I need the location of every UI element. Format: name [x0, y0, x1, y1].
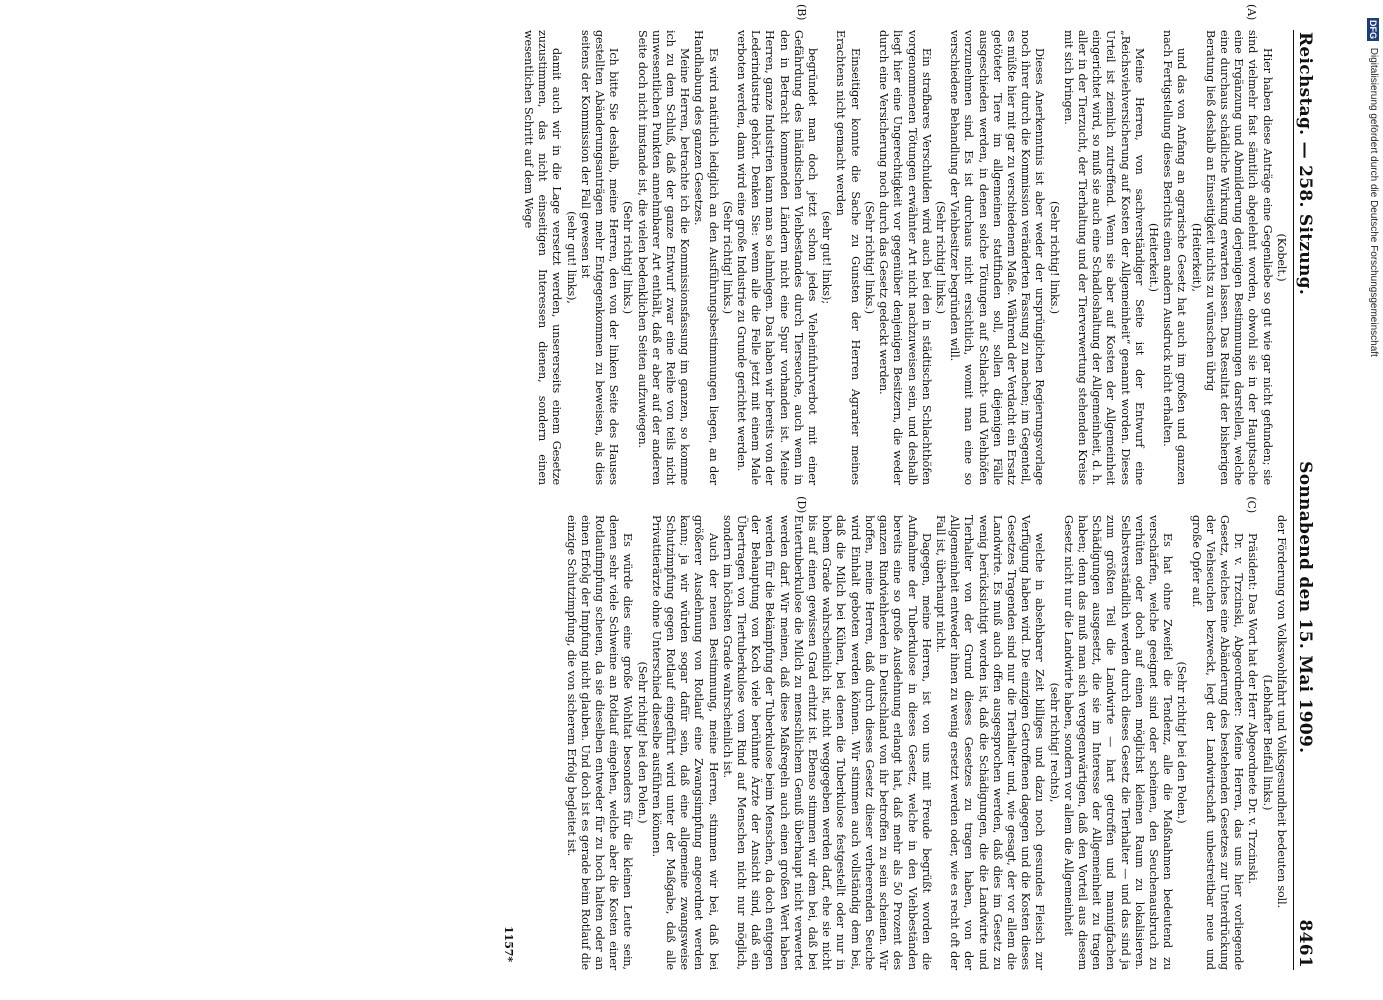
interjection: (Sehr richtig! links.) — [621, 200, 635, 315]
interjection: (Sehr richtig! links.) — [862, 200, 876, 315]
margin-mark-b: (B) — [794, 4, 808, 21]
interjection: (Heiterkeit.) — [1146, 223, 1160, 292]
interjection: (Sehr richtig! bei den Polen.) — [635, 661, 649, 824]
paragraph: Einseitiger konnte die Sache zu Gunsten der Herren Agrarier meines Erachtens nicht gemacht werden — [834, 30, 862, 485]
paragraph: welche in absehbarer Zeit billiges und dazu noch gesundes Fleisch zur Verfügung haben wird. Die einzigen Getroffenen dagegen und die Kosten dieses Gesetzes Tragenden sind nur die Tierhalter und, wie gesagt, der vor allem die Landwirte. Es muß auch offen ausgesprochen werden, daß dies im Gesetz zu wenig berücksichtigt worden ist, daß die Schädigungen, die die Landwirte und Tierhalter von der Grund dieses Gesetzes zu tragen haben, von der Allgemeinheit entweder ihnen zu wenig ersetzt werden oder, wie es recht oft der Fall ist, überhaupt nicht. — [933, 515, 1047, 970]
text-columns — [521, 4, 1288, 970]
header-session: Reichstag. — 258. Sitzung. — [1295, 32, 1315, 296]
paragraph: Auch der neuen Bestimmung, meine Herren, stimmen wir bei, daß bei größerer Ausdehnung von Rotlauf eine Zwangsimpfung angeordnet werden kann; ja wir würden sogar dafür sein, daß eine allgemeine zwangsweise Schutzimpfung gegen Rotlauf eingeführt wird unter der Maßgabe, daß alle Privattierärzte ohne Unterschied dieselbe ausführen können. — [649, 515, 720, 970]
margin-mark-c: (C) — [1244, 496, 1258, 514]
header-date: Sonnabend den 15. Mai 1909. — [1295, 461, 1315, 754]
left-column — [521, 30, 1288, 485]
interjection: (Sehr richtig! bei den Polen.) — [1175, 661, 1189, 824]
paragraph: Dr. v. Trzcinski, Abgeordneter: Meine Herren, das uns hier vorliegende Gesetz, welches eine Abänderung des bestehenden Gesetzes zur Unterdrückung der Viehseuchen bezweckt, legt der Landwirtschaft unbestreitbar neue und große Opfer auf. — [1189, 515, 1246, 970]
paragraph: Meine Herren, von sachverständiger Seite ist der Entwurf eine „Reichsviehversicherung auf Kosten der Allgemeinheit“ genannt worden. Dieses Urteil ist ziemlich zutreffend. Wenn sie aber auf Kosten der Allgemeinheit eingerichtet wird, so muß sie auch eine Schadloshaltung der Allgemeinheit, d. h. aller in der Tierzucht, der Tierhaltung und der Tierverwertung stehenden Kreise mit sich bringen. — [1061, 30, 1146, 485]
paragraph: Es würde dies eine große Wohltat besonders für die kleinen Leute sein, denen sehr viele Schweine an Rotlauf eingehen, welche aber die Kosten einer Rotlaufimpfung scheuen, da sie dieselben entweder für zu hoch halten oder an einen Erfolg der Impfung nicht glauben. Und doch ist es gerade beim Rotlauf die einzige Schutzimpfung, die von sicherem Erfolg begleitet ist. — [564, 515, 635, 970]
page-header — [1294, 30, 1315, 970]
paragraph: der Förderung von Volkswohlfahrt und Volksgesundheit bedeuten soll. — [1274, 515, 1288, 909]
document-page — [40, 0, 1340, 1000]
interjection: (Kobelt.) — [1274, 233, 1288, 282]
paragraph: Ich bitte Sie deshalb, meine Herren, den von der linken Seite des Hauses gestellten Abänderungsanträgen mehr Entgegenkommen zu beweisen, als dies seitens der Kommission der Fall gewesen ist — [578, 30, 621, 485]
header-rule — [1293, 30, 1294, 970]
paragraph: Hier haben diese Anträge eine Gegenliebe so gut wie gar nicht gefunden; sie sind vielmehr fast sämtlich abgelehnt worden, obwohl sie in der Hauptsache eine Ergänzung und Abmilderung derjenigen Bestimmungen darstellen, welche eine durchaus schädliche Wirkung erwarten lassen. Das Resultat der bisherigen Beratung ließ deshalb an Einseitigkeit nichts zu wünschen übrig — [1203, 30, 1274, 485]
header-page-number: 8461 — [1295, 919, 1315, 968]
paragraph: begründet man doch jetzt schon jedes Vieheinfuhrverbot mit einer Gefährdung des inländischen Viehbestandes durch Tierseuche, auch wenn in den in Betracht kommenden Ländern nicht eine Spur vorhanden ist. Meine Herren, ganze Industrien kann man so lahmlegen. Das haben wir bereits von der Lederindustrie gehört. Denken Sie: wenn alle die Felle jetzt mit einem Male verboten werden, dann wird eine große Industrie zu Grunde gerichtet werden. — [735, 30, 820, 485]
right-column — [521, 515, 1288, 970]
paragraph: Präsident: Das Wort hat der Herr Abgeordnete Dr. v. Trzcinski. — [1246, 533, 1260, 885]
interjection: (Sehr richtig! links.) — [720, 200, 734, 315]
footer-signature: 1157* — [501, 926, 515, 962]
interjection: (Heiterkeit), — [1189, 223, 1203, 292]
paragraph: Dieses Anerkenntnis ist aber weder der ursprünglichen Regierungsvorlage noch ihrer durch die Kommission veränderten Fassung zu machen; im Gegenteil, es müßte hier mit gar zu verschiedenem Maße. Während der Verdacht ein Ersatz getöteter Tiere im allgemeinen stattfinden soll, sollen diejenigen Fälle ausgeschieden werden, in denen solche Tötungen auf Schlacht- und Viehhöfen vorzunehmen sind. Es ist durchaus nicht ersichtlich, womit man eine so verschiedene Behandlung der Viehbesitzer begründen will. — [948, 30, 1047, 485]
paragraph: Dagegen, meine Herren, ist von uns mit Freude begrüßt worden die Aufnahme der Tuberkulose in dieses Gesetz, welche in den Viehbeständen bereits eine so große Ausdehnung erlangt hat, daß mehr als 50 Prozent des ganzen Rindviehherden in Deutschland von ihr betroffen zu sein scheinen. Wir hoffen, meine Herren, daß durch dieses Gesetz dieser verheerenden Seuche wird Einhalt geboten werden können. Wir stimmen auch vollständig dem bei, daß die Milch bei Kühen, bei denen die Tuberkulose festgestellt oder nur in hohem Grade wahrscheinlich ist, nicht weggegeben werden darf, ehe sie nicht bis auf einen gewissen Grad erhitzt ist. Ebenso stimmen wir dem bei, daß bei Eutertuberkulose die Milch zu menschlichem Genuß überhaupt nicht verwertet werden darf. Wir meinen, daß diese Maßregeln auch einen großen Wert haben werden für die Bekämpfung der Tuberkulose beim Menschen, da doch entgegen der Behauptung von Koch viele berühmte Ärzte der Ansicht sind, daß ein Übertragen von Tiertuberkulose vom Rind auf Menschen nicht nur möglich, sondern im höchsten Grade wahrscheinlich ist. — [720, 515, 933, 970]
dfg-logo: DFG — [1368, 20, 1378, 39]
paragraph: Es wird natürlich lediglich an den Ausführungsbestimmungen liegen, an der Handhabung des ganzen Gesetzes. — [692, 30, 720, 485]
digitization-credit — [1367, 18, 1379, 357]
margin-mark-a: (A) — [1244, 4, 1258, 21]
paragraph: damit auch wir in die Lage versetzt werden, unsererseits einem Gesetze zuzustimmen, das nicht einseitigen Interessen dienen, sondern einen wesentlichen Schritt auf dem Wege — [522, 30, 564, 485]
paragraph: Meine Herren, betrachte ich die Kommissionsfassung im ganzen, so komme ich zu dem Schluß, daß der ganze Entwurf zwar eine Reihe von teils nicht unwesentlichen Punkten annehmbarer Art enthält, daß er aber auf der anderen Seite doch nicht imstande ist, die vielen bedenklichen Seiten aufzuwiegen. — [635, 30, 692, 485]
paragraph: und das von Anfang an agrarische Gesetz hat auch im großen und ganzen nach Fertigstellung dieses Berichts einen andern Ausdruck nicht erhalten. — [1161, 30, 1189, 485]
interjection: (Sehr richtig! links.) — [1047, 200, 1061, 315]
credit-text: Digitalisierung gefördert durch die Deutsche Forschungsgemeinschaft — [1368, 47, 1379, 357]
paragraph: Ein strafbares Verschulden wird auch bei den in städtischen Schlachthöfen vorgenommenen Tötungen erwähnter Art nicht nachzuweisen sein, und deshalb liegt hier eine Ungerechtigkeit vor gegenüber denjenigen Besitzern, die weder durch eine Versicherung noch durch das Gesetz gedeckt werden. — [877, 30, 933, 485]
interjection: (sehr gut! links); — [820, 211, 834, 304]
interjection: (sehr richtig! rechts), — [1047, 682, 1061, 803]
interjection: (Sehr richtig! links.) — [933, 200, 947, 315]
interjection: (sehr gut! links), — [564, 211, 578, 304]
margin-mark-d: (D) — [794, 496, 808, 514]
interjection: (Lebhafter Beifall links.) — [1260, 674, 1274, 811]
paragraph: Es hat ohne Zweifel die Tendenz, alle die Maßnahmen bedeutend zu verschärfen, welche geeignet sind oder scheinen, den Seuchenausbruch zu verhüten oder doch auf einen möglichst kleinen Raum zu lokalisieren. Selbstverständlich werden durch dieses Gesetz die Tierhalter — und das sind ja zum größten Teil die Landwirte — hart getroffen und mannigfachen Schädigungen ausgesetzt, die sie im Interesse der Allgemeinheit zu tragen haben; denn das muß man sich vergegenwärtigen, daß den Vorteil aus diesem Gesetz nicht nur die Landwirte haben, sondern vor allem die Allgemeinheit — [1061, 515, 1175, 970]
